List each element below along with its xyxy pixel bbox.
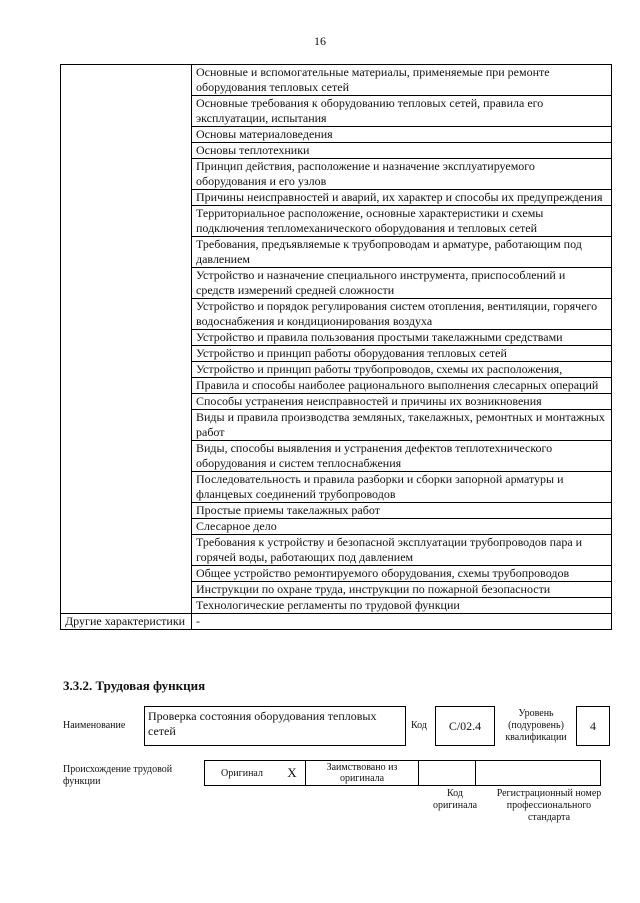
knowledge-item: Устройство и принцип работы трубопроводов, схемы их расположения,	[192, 362, 612, 378]
knowledge-item: Требования, предъявляемые к трубопроводам и арматуре, работающим под давлением	[192, 237, 612, 268]
knowledge-table	[60, 64, 612, 630]
original-label: Оригинал	[205, 761, 280, 786]
knowledge-item: Основные и вспомогательные материалы, применяемые при ремонте оборудования тепловых сетей	[192, 65, 612, 96]
original-mark: X	[279, 761, 306, 786]
function-code-box: C/02.4	[435, 706, 495, 746]
knowledge-item: Устройство и порядок регулирования систем отопления, вентиляции, горячего водоснабжения и кондиционирования воздуха	[192, 299, 612, 330]
original-code-caption: Код оригинала	[432, 788, 478, 811]
level-box: 4	[576, 706, 610, 746]
knowledge-label-cell	[61, 65, 192, 614]
registration-number-cell	[476, 761, 601, 786]
registration-number-caption: Регистрационный номер профессионального стандарта	[496, 788, 602, 823]
knowledge-row	[61, 65, 612, 96]
origin-label: Происхождение трудовой функции	[63, 764, 173, 787]
level-label: Уровень (подуровень) квалификации	[505, 708, 567, 743]
borrowed-label: Заимствовано из оригинала	[306, 761, 419, 786]
code-label: Код	[411, 720, 427, 731]
knowledge-item: Инструкции по охране труда, инструкции по пожарной безопасности	[192, 582, 612, 598]
knowledge-item: Последовательность и правила разборки и сборки запорной арматуры и фланцевых соединений трубопроводов	[192, 472, 612, 503]
section-title: 3.3.2. Трудовая функция	[63, 678, 206, 693]
knowledge-item: Требования к устройству и безопасной эксплуатации трубопроводов пара и горячей воды, работающих под давлением	[192, 535, 612, 566]
knowledge-item: Принцип действия, расположение и назначение эксплуатируемого оборудования и его узлов	[192, 159, 612, 190]
knowledge-item: Территориальное расположение, основные характеристики и схемы подключения тепломеханического оборудования и тепловых сетей	[192, 206, 612, 237]
knowledge-item: Технологические регламенты по трудовой функции	[192, 598, 612, 614]
name-label: Наименование	[63, 720, 126, 731]
knowledge-item: Простые приемы такелажных работ	[192, 503, 612, 519]
function-name-box: Проверка состояния оборудования тепловых сетей	[144, 706, 406, 746]
knowledge-item: Устройство и правила пользования простыми такелажными средствами	[192, 330, 612, 346]
other-characteristics-row	[61, 614, 612, 630]
knowledge-item: Основные требования к оборудованию тепловых сетей, правила его эксплуатации, испытания	[192, 96, 612, 127]
knowledge-item: Основы материаловедения	[192, 127, 612, 143]
origin-table	[204, 760, 601, 786]
other-value: -	[192, 614, 612, 630]
knowledge-item: Слесарное дело	[192, 519, 612, 535]
knowledge-item: Устройство и принцип работы оборудования тепловых сетей	[192, 346, 612, 362]
original-code-cell	[419, 761, 476, 786]
knowledge-item: Основы теплотехники	[192, 143, 612, 159]
other-label: Другие характеристики	[61, 614, 192, 630]
knowledge-item: Правила и способы наиболее рационального выполнения слесарных операций	[192, 378, 612, 394]
knowledge-item: Виды и правила производства земляных, такелажных, ремонтных и монтажных работ	[192, 410, 612, 441]
knowledge-item: Виды, способы выявления и устранения дефектов теплотехнического оборудования и систем теплоснабжения	[192, 441, 612, 472]
knowledge-item: Устройство и назначение специального инструмента, приспособлений и средств измерений средней сложности	[192, 268, 612, 299]
knowledge-item: Общее устройство ремонтируемого оборудования, схемы трубопроводов	[192, 566, 612, 582]
knowledge-item: Причины неисправностей и аварий, их характер и способы их предупреждения	[192, 190, 612, 206]
knowledge-item: Способы устранения неисправностей и причины их возникновения	[192, 394, 612, 410]
page-number: 16	[314, 34, 326, 48]
